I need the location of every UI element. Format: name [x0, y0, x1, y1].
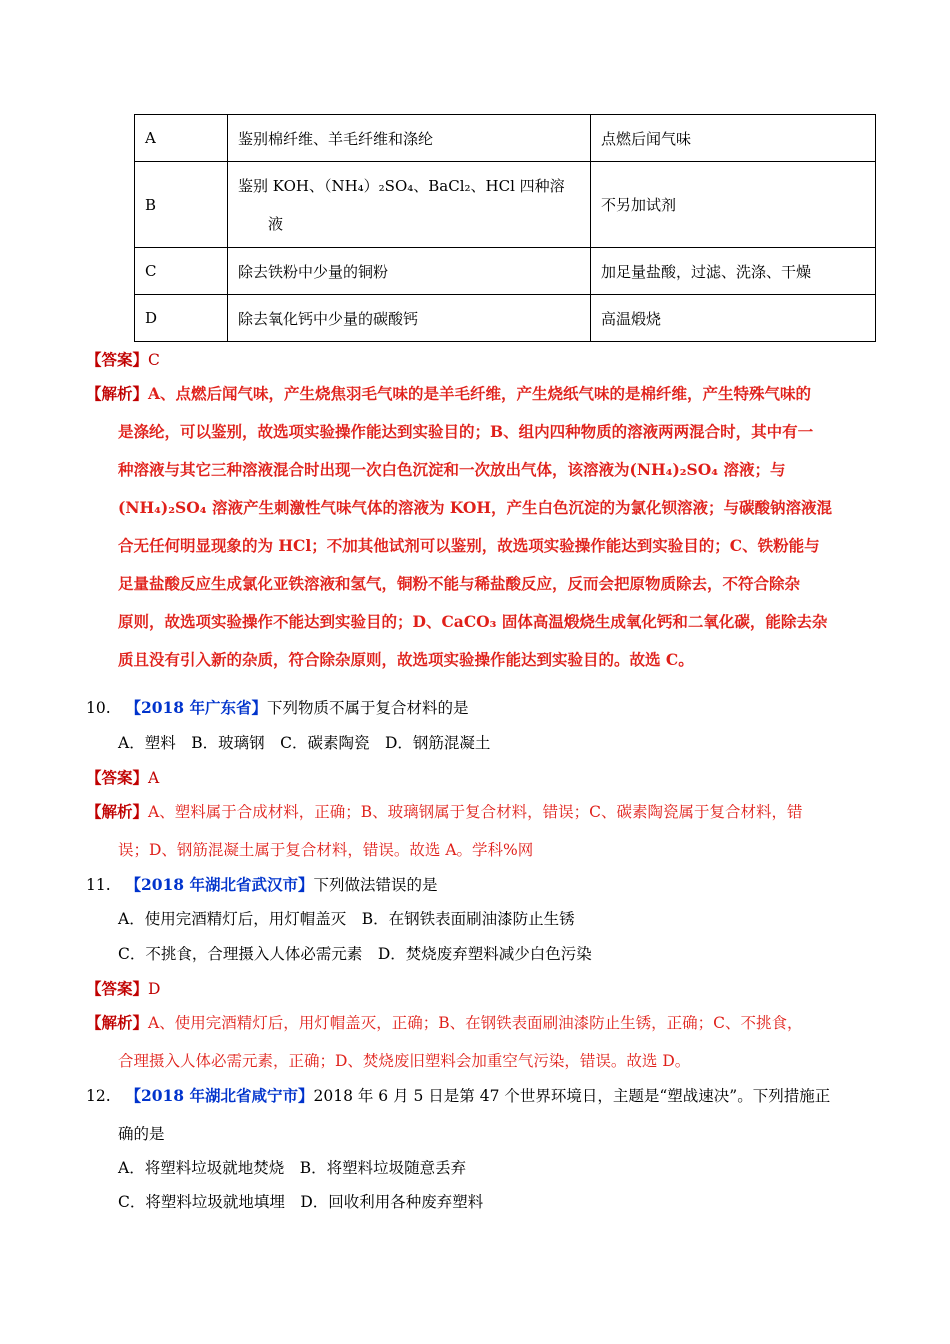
q9-analysis-line: (NH₄)₂SO₄ 溶液产生刺激性气味气体的溶液为 KOH，产生白色沉淀的为氯化钡溶液；与碳酸钠溶液混: [118, 498, 833, 517]
row-id: C: [135, 248, 228, 295]
row-task-line: 鉴别 KOH、（NH₄）₂SO₄、BaCl₂、HCl 四种溶: [238, 176, 565, 195]
row-task: 除去氧化钙中少量的碳酸钙: [228, 295, 591, 342]
q11-options: C．不挑食，合理摄入人体必需元素 D．焚烧废弃塑料减少白色污染: [118, 945, 592, 963]
q9-analysis-line: 是涤纶，可以鉴别，故选项实验操作能达到实验目的；B、组内四种物质的溶液两两混合时，其中有一: [118, 422, 814, 441]
q9-analysis-line: 足量盐酸反应生成氯化亚铁溶液和氢气，铜粉不能与稀盐酸反应，反而会把原物质除去，不符合除杂: [118, 574, 801, 593]
table-row: [135, 248, 876, 295]
row-id: B: [135, 162, 228, 248]
row-task: [228, 162, 591, 248]
row-method: 高温煅烧: [591, 295, 876, 342]
q10-analysis-line: 【解析】A、塑料属于合成材料，正确；B、玻璃钢属于复合材料，错误；C、碳素陶瓷属于复合材料，错: [86, 802, 803, 821]
q11-stem: 11. 【2018 年湖北省武汉市】下列做法错误的是: [86, 875, 438, 894]
table-row: [135, 295, 876, 342]
row-method: 加足量盐酸，过滤、洗涤、干燥: [591, 248, 876, 295]
q9-analysis-line: 合无任何明显现象的为 HCl；不加其他试剂可以鉴别，故选项实验操作能达到实验目的；C、铁粉能与: [118, 536, 820, 555]
q9-analysis-line: 原则，故选项实验操作不能达到实验目的；D、CaCO₃ 固体高温煅烧生成氧化钙和二氧化碳，能除去杂: [118, 612, 828, 631]
q9-analysis-line: 【解析】A、点燃后闻气味，产生烧焦羽毛气味的是羊毛纤维，产生烧纸气味的是棉纤维，产生特殊气味的: [86, 384, 812, 403]
row-id: D: [135, 295, 228, 342]
table-row: [135, 115, 876, 162]
q10-options: A．塑料 B．玻璃钢 C．碳素陶瓷 D．钢筋混凝土: [118, 734, 491, 752]
q11-analysis-line: 合理摄入人体必需元素，正确；D、焚烧废旧塑料会加重空气污染，错误。故选 D。: [118, 1052, 691, 1070]
q12-options: C．将塑料垃圾就地填埋 D．回收利用各种废弃塑料: [118, 1193, 484, 1211]
q9-analysis-line: 质且没有引入新的杂质，符合除杂原则，故选项实验操作能达到实验目的。故选 C。: [118, 650, 694, 669]
row-id: A: [135, 115, 228, 162]
table-row: [135, 162, 876, 248]
q11-analysis-line: 【解析】A、使用完酒精灯后，用灯帽盖灭，正确；B、在钢铁表面刷油漆防止生锈，正确；C、不挑食，: [86, 1013, 803, 1032]
q10-answer: 【答案】A: [86, 768, 160, 787]
row-task-line: 液: [268, 214, 284, 233]
q10-analysis-line: 误；D、钢筋混凝土属于复合材料，错误。故选 A。学科%网: [118, 841, 534, 859]
row-task: 鉴别棉纤维、羊毛纤维和涤纶: [228, 115, 591, 162]
q9-analysis-line: 种溶液与其它三种溶液混合时出现一次白色沉淀和一次放出气体，该溶液为(NH₄)₂SO₄ 溶液；与: [118, 460, 786, 479]
row-method: 不另加试剂: [591, 162, 876, 248]
q10-stem: 10. 【2018 年广东省】下列物质不属于复合材料的是: [86, 698, 469, 717]
row-task: 除去铁粉中少量的铜粉: [228, 248, 591, 295]
q11-options: A．使用完酒精灯后，用灯帽盖灭 B．在钢铁表面刷油漆防止生锈: [118, 910, 575, 928]
q11-answer: 【答案】D: [86, 979, 161, 998]
q9-answer: 【答案】C: [86, 350, 160, 369]
row-method: 点燃后闻气味: [591, 115, 876, 162]
q12-stem: 12. 【2018 年湖北省咸宁市】2018 年 6 月 5 日是第 47 个世界环境日，主题是“塑战速决”。下列措施正: [86, 1086, 831, 1105]
q12-options: A．将塑料垃圾就地焚烧 B．将塑料垃圾随意丢弃: [118, 1159, 467, 1177]
q12-stem-cont: 确的是: [118, 1125, 165, 1143]
options-table: [134, 114, 876, 342]
